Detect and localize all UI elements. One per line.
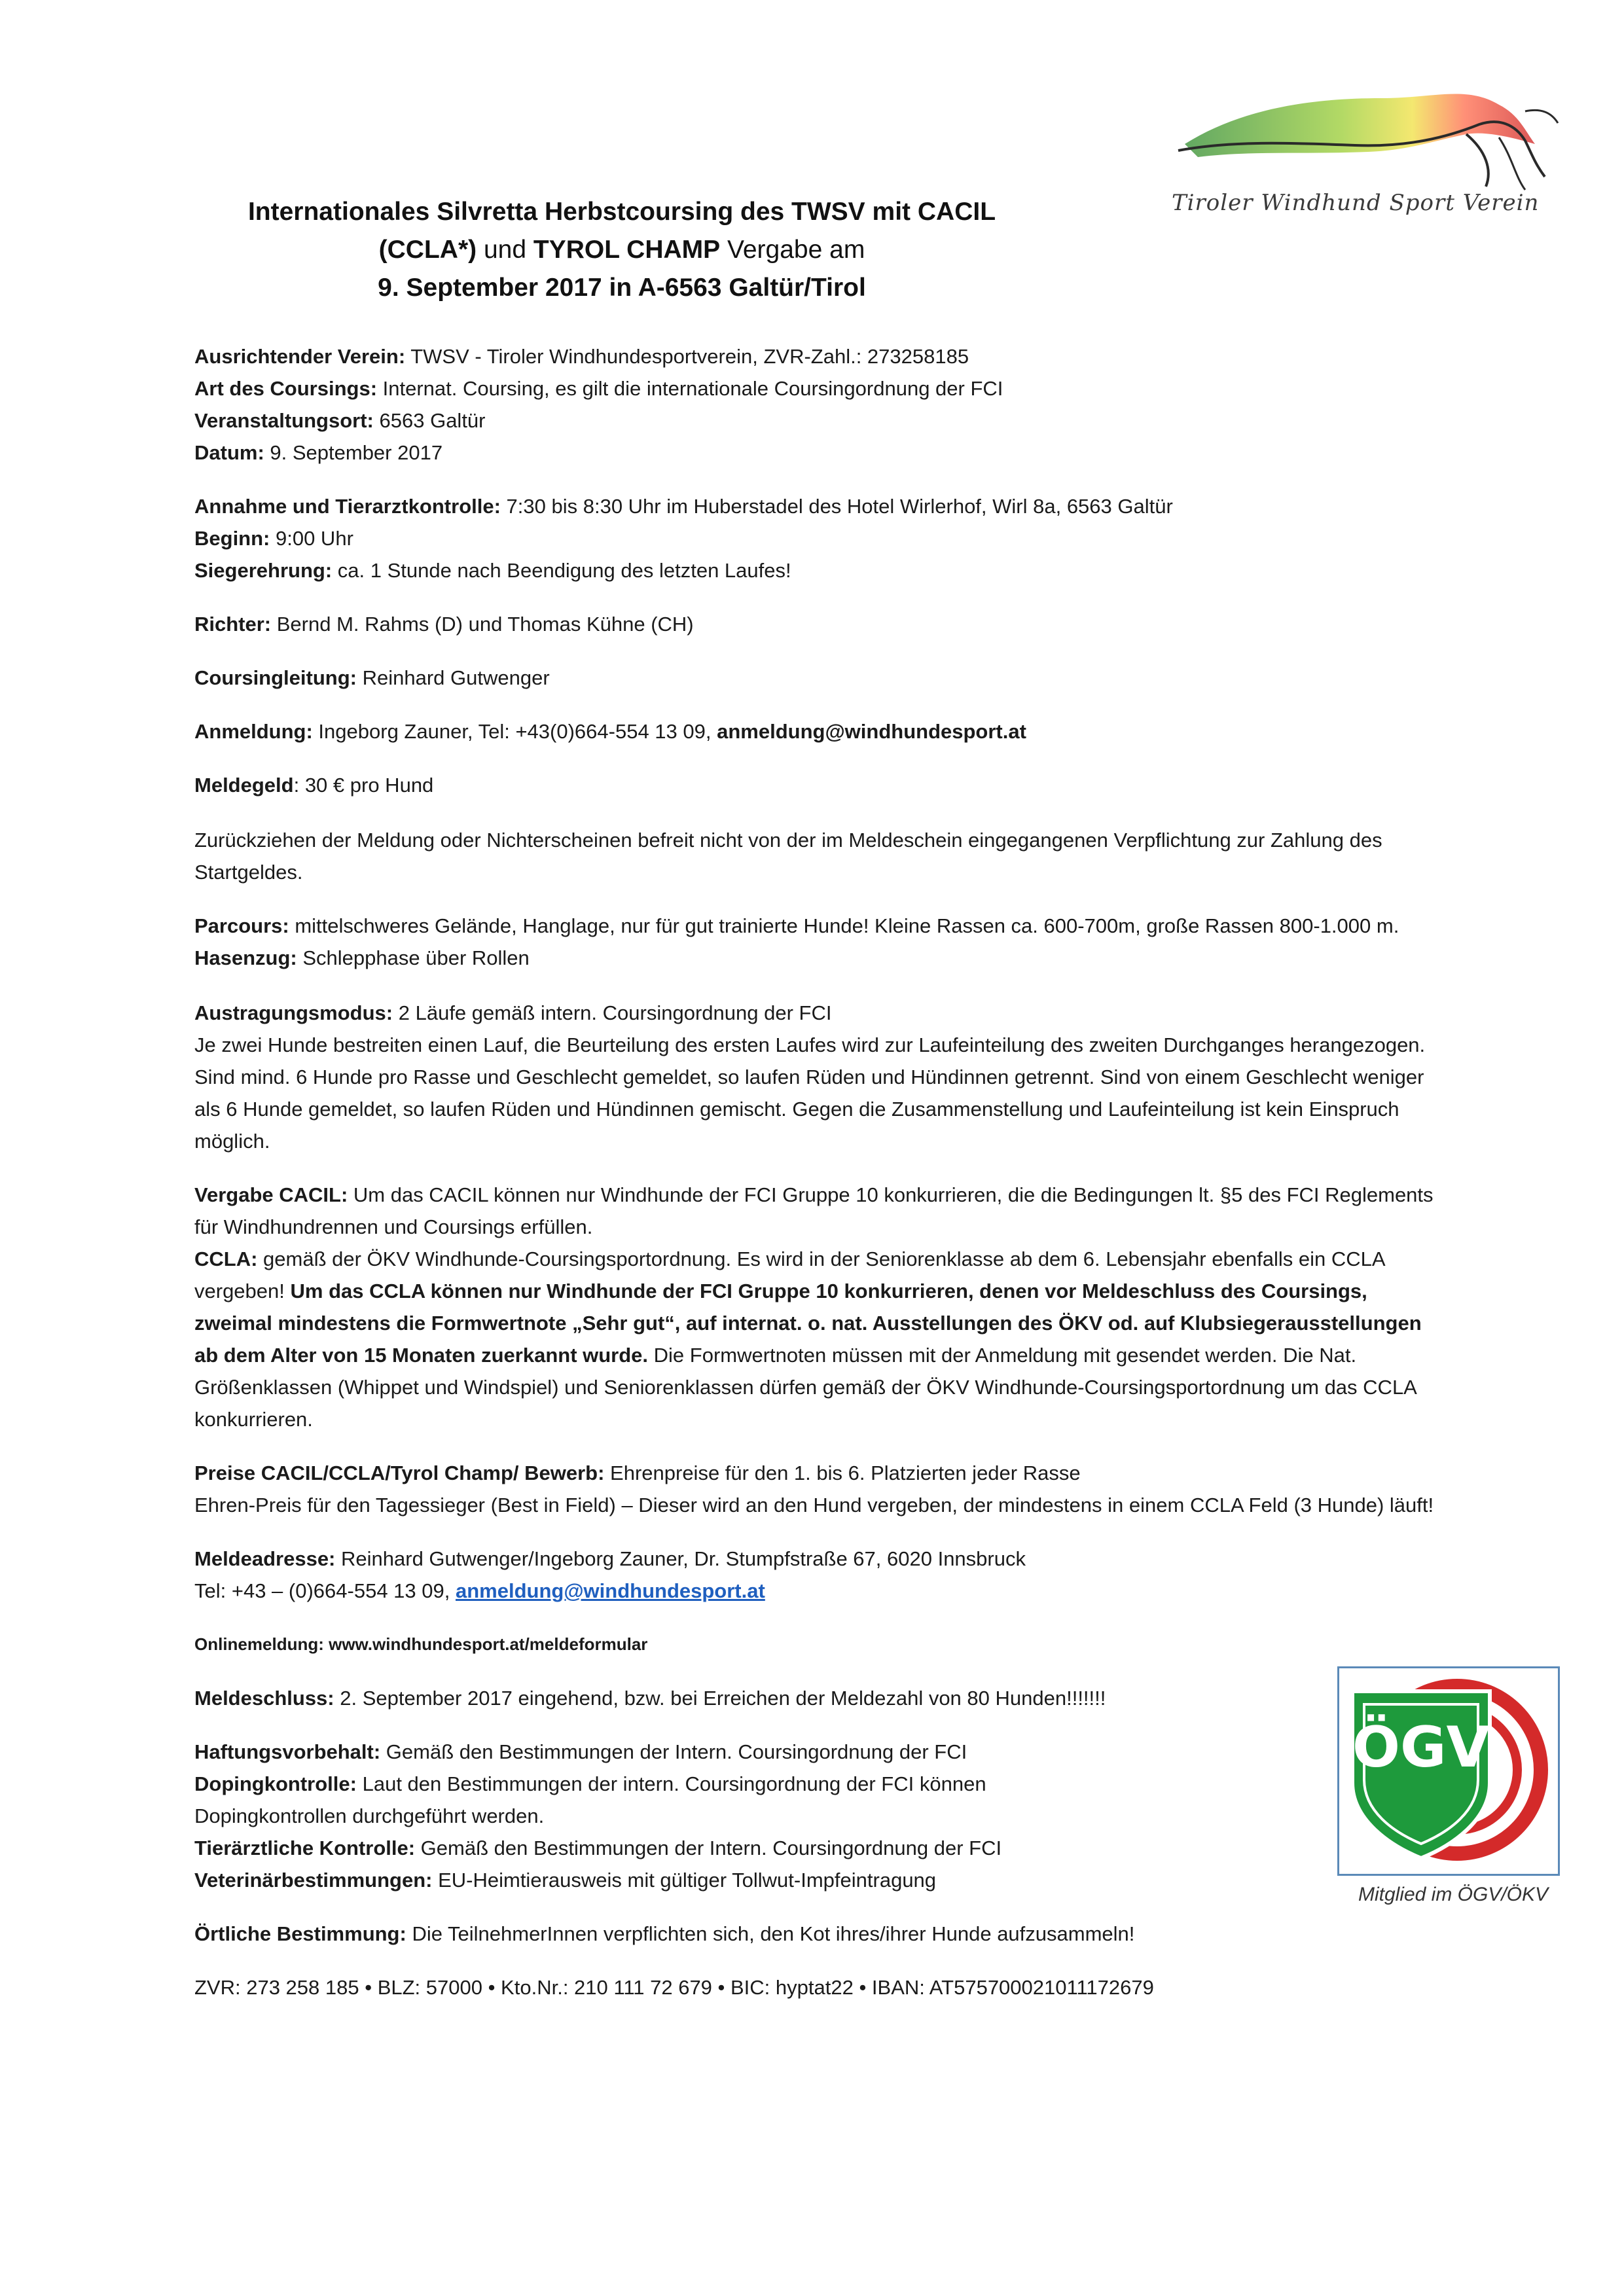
- meldeschluss: Meldeschluss: 2. September 2017 eingehend, bzw. bei Erreichen der Meldezahl von 80 Hunden!!!!!!!: [194, 1687, 1106, 1710]
- info-datum: Datum: 9. September 2017: [194, 441, 443, 464]
- oegv-emblem: [1337, 1666, 1560, 1876]
- schedule-beginn: Beginn: 9:00 Uhr: [194, 527, 353, 550]
- page-title: [164, 193, 1080, 307]
- info-ort: Veranstaltungsort: 6563 Galtür: [194, 409, 486, 432]
- austragungsmodus-text: Je zwei Hunde bestreiten einen Lauf, die Beurteilung des ersten Laufes wird zur Laufeinteilung des zweiten Durchganges herangezogen. Sind mind. 6 Hunde pro Rasse und Geschlecht gemeldet, so laufen Rüden und Hündinnen getrennt. Sind von einem Geschlecht weniger als 6 Hunde gemeldet, so laufen Rüden und Hündinnen gemischt. Gegen die Zusammenstellung und Laufeinteilung ist kein Einspruch möglich.: [194, 1033, 1426, 1153]
- preise: Preise CACIL/CCLA/Tyrol Champ/ Bewerb: Ehrenpreise für den 1. bis 6. Platzierten jeder Rasse: [194, 1462, 1081, 1484]
- preise-text: Ehren-Preis für den Tagessieger (Best in Field) – Dieser wird an den Hund vergeben, der mindestens in einem CCLA Feld (3 Hunde) läuft!: [194, 1494, 1434, 1516]
- austragungsmodus: Austragungsmodus: 2 Läufe gemäß intern. Coursingordnung der FCI: [194, 1001, 832, 1024]
- zurueckziehen-text: Zurückziehen der Meldung oder Nichterscheinen befreit nicht von der im Meldeschein eingegangenen Verpflichtung zur Zahlung des Startgeldes.: [194, 829, 1382, 884]
- meldeadresse-tel: Tel: +43 – (0)664-554 13 09, anmeldung@windhundesport.at: [194, 1579, 765, 1602]
- greyhound-silhouette-icon: [1159, 72, 1578, 203]
- emblem-caption: Mitglied im ÖGV/ÖKV: [1358, 1884, 1549, 1905]
- ccla: CCLA: gemäß der ÖKV Windhunde-Coursingsportordnung. Es wird in der Seniorenklasse ab dem 6. Lebensjahr ebenfalls ein CCLA vergeben! Um das CCLA können nur Windhunde der FCI Gruppe 10 konkurrieren, denen vor Meldeschluss des Coursings, zweimal mindestens die Formwertnote „Sehr gut“, auf internat. o. nat. Ausstellungen des ÖKV od. auf Klubsiegerausstellungen ab dem Alter von 15 Monaten zuerkannt wurde. Die Formwertnoten müssen mit der Anmeldung mit gesendet werden. Die Nat. Größenklassen (Whippet und Windspiel) und Seniorenklassen dürfen gemäß der ÖKV Windhunde-Coursingsportordnung um das CCLA konkurrieren.: [194, 1247, 1422, 1431]
- oegv-emblem-icon: [1339, 1668, 1558, 1874]
- richter: Richter: Bernd M. Rahms (D) und Thomas Kühne (CH): [194, 613, 694, 636]
- dopingkontrolle: Dopingkontrolle: Laut den Bestimmungen der intern. Coursingordnung der FCI können: [194, 1772, 986, 1795]
- schedule-annahme: Annahme und Tierarztkontrolle: 7:30 bis 8:30 Uhr im Huberstadel des Hotel Wirlerhof, Wirl 8a, 6563 Galtür: [194, 495, 1173, 518]
- bank-details: ZVR: 273 258 185 • BLZ: 57000 • Kto.Nr.: 210 111 72 679 • BIC: hyptat22 • IBAN: AT575700021011172679: [194, 1976, 1154, 1999]
- title-line-3: 9. September 2017 in A-6563 Galtür/Tirol: [378, 274, 866, 302]
- schedule-siegerehrung: Siegerehrung: ca. 1 Stunde nach Beendigung des letzten Laufes!: [194, 559, 791, 582]
- anmeldung: Anmeldung: Ingeborg Zauner, Tel: +43(0)664-554 13 09, anmeldung@windhundesport.at: [194, 720, 1026, 743]
- vergabe-cacil: Vergabe CACIL: Um das CACIL können nur Windhunde der FCI Gruppe 10 konkurrieren, die die Bedingungen lt. §5 des FCI Reglements für Windhundrennen und Coursings erfüllen.: [194, 1183, 1434, 1238]
- info-verein: Ausrichtender Verein: TWSV - Tiroler Windhundesportverein, ZVR-Zahl.: 273258185: [194, 345, 969, 368]
- meldegeld: Meldegeld: 30 € pro Hund: [194, 774, 434, 797]
- meldeadresse: Meldeadresse: Reinhard Gutwenger/Ingeborg Zauner, Dr. Stumpfstraße 67, 6020 Innsbruck: [194, 1547, 1026, 1570]
- meldeadresse-email-link[interactable]: anmeldung@windhundesport.at: [455, 1579, 765, 1602]
- title-line-1: Internationales Silvretta Herbstcoursing des TWSV mit CACIL: [247, 198, 996, 226]
- info-art: Art des Coursings: Internat. Coursing, es gilt die internationale Coursingordnung der FCI: [194, 377, 1003, 400]
- logo-text: Tiroler Windhund Sport Verein: [1172, 190, 1540, 216]
- club-logo: [1159, 72, 1578, 242]
- title-line-2: (CCLA*) und TYROL CHAMP Vergabe am: [378, 236, 865, 264]
- emblem-letters: ÖGV: [1352, 1715, 1490, 1780]
- hasenzug: Hasenzug: Schlepphase über Rollen: [194, 946, 530, 969]
- coursingleitung: Coursingleitung: Reinhard Gutwenger: [194, 666, 550, 689]
- tieraerztliche-kontrolle: Tierärztliche Kontrolle: Gemäß den Bestimmungen der Intern. Coursingordnung der FCI: [194, 1837, 1002, 1859]
- parcours: Parcours: mittelschweres Gelände, Hanglage, nur für gut trainierte Hunde! Kleine Rassen ca. 600-700m, große Rassen 800-1.000 m.: [194, 914, 1399, 937]
- document-body: [194, 340, 1438, 2003]
- veterinaerbestimmungen: Veterinärbestimmungen: EU-Heimtierausweis mit gültiger Tollwut-Impfeintragung: [194, 1869, 937, 1892]
- onlinemeldung: Onlinemeldung: www.windhundesport.at/meldeformular: [194, 1634, 648, 1654]
- haftungsvorbehalt: Haftungsvorbehalt: Gemäß den Bestimmungen der Intern. Coursingordnung der FCI: [194, 1740, 967, 1763]
- dopingkontrolle-cont: Dopingkontrollen durchgeführt werden.: [194, 1804, 545, 1827]
- oertliche-bestimmung: Örtliche Bestimmung: Die TeilnehmerInnen verpflichten sich, den Kot ihres/ihrer Hunde aufzusammeln!: [194, 1922, 1135, 1945]
- anmeldung-email: anmeldung@windhundesport.at: [717, 720, 1026, 743]
